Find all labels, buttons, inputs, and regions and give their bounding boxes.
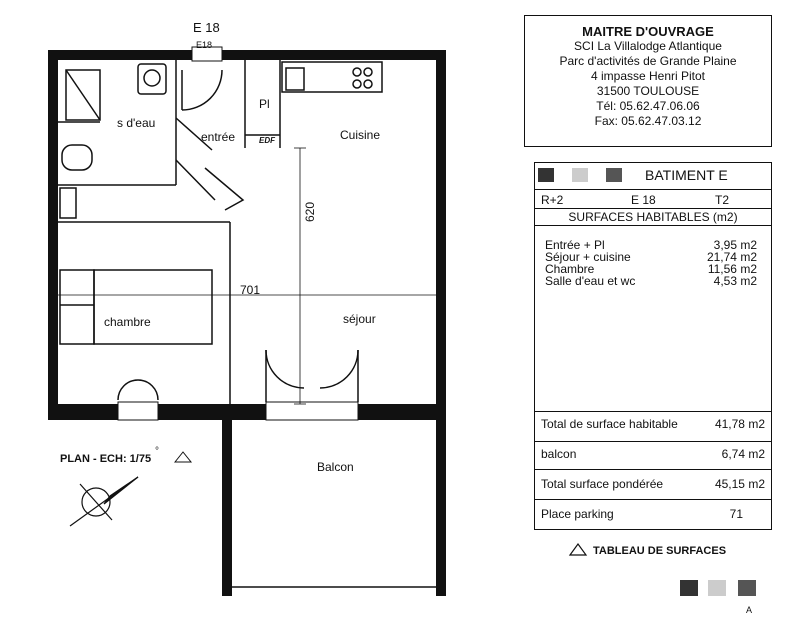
- owner-title: MAITRE D'OUVRAGE: [582, 24, 714, 39]
- building-type: T2: [715, 193, 730, 207]
- surface-row: Séjour + cuisine 21,74 m2: [545, 250, 757, 264]
- corner-letter: A: [746, 605, 753, 615]
- total-row: Total de surface habitable 41,78 m2: [541, 417, 765, 431]
- surfaces-list: [545, 239, 757, 287]
- surface-row: Entrée + Pl 3,95 m2: [545, 238, 757, 252]
- total-row: balcon 6,74 m2: [541, 447, 765, 461]
- unit-label-small: E18: [196, 40, 213, 50]
- surfaces-title: SURFACES HABITABLES (m2): [568, 210, 738, 224]
- total-row: Total surface pondérée 45,15 m2: [541, 477, 765, 491]
- owner-line: Parc d'activités de Grande Plaine: [559, 54, 737, 68]
- building-unit: E 18: [631, 193, 656, 207]
- owner-line: 31500 TOULOUSE: [596, 84, 700, 98]
- footer-swatch-light: [708, 580, 726, 596]
- room-salle-eau: s d'eau: [117, 116, 156, 130]
- surfaces-table: [534, 162, 772, 530]
- room-balcon: Balcon: [317, 460, 354, 474]
- legend-triangle-icon: [570, 544, 586, 555]
- scale-triangle-icon: [175, 452, 191, 462]
- unit-label: E 18: [193, 20, 220, 35]
- surface-row: Chambre 11,56 m2: [545, 262, 757, 276]
- scale-mark: °: [155, 446, 159, 457]
- owner-box: [524, 15, 772, 147]
- owner-line: 4 impasse Henri Pitot: [590, 69, 706, 83]
- legend-label: TABLEAU DE SURFACES: [593, 545, 727, 557]
- building-title: BATIMENT E: [645, 167, 728, 183]
- room-sejour: séjour: [343, 312, 376, 326]
- footer-swatch-dark: [680, 580, 698, 596]
- total-row: Place parking 71: [541, 507, 743, 521]
- room-chambre: chambre: [104, 315, 151, 329]
- owner-line: Tél: 05.62.47.06.06: [596, 99, 700, 113]
- owner-line: SCI La Villalodge Atlantique: [574, 39, 722, 53]
- room-edf: EDF: [259, 136, 275, 145]
- dimension-width: 701: [240, 283, 261, 297]
- footer-swatch-mid: [738, 580, 756, 596]
- dimension-height: 620: [303, 201, 317, 222]
- building-level: R+2: [541, 193, 564, 207]
- surface-row: Salle d'eau et wc 4,53 m2: [545, 274, 757, 288]
- scale-label: PLAN - ECH: 1/75: [60, 453, 152, 465]
- room-cuisine: Cuisine: [340, 128, 381, 142]
- north-arrow-icon: [70, 477, 138, 526]
- owner-line: Fax: 05.62.47.03.12: [594, 114, 702, 128]
- room-placard: Pl: [259, 97, 270, 111]
- room-entree: entrée: [201, 130, 236, 144]
